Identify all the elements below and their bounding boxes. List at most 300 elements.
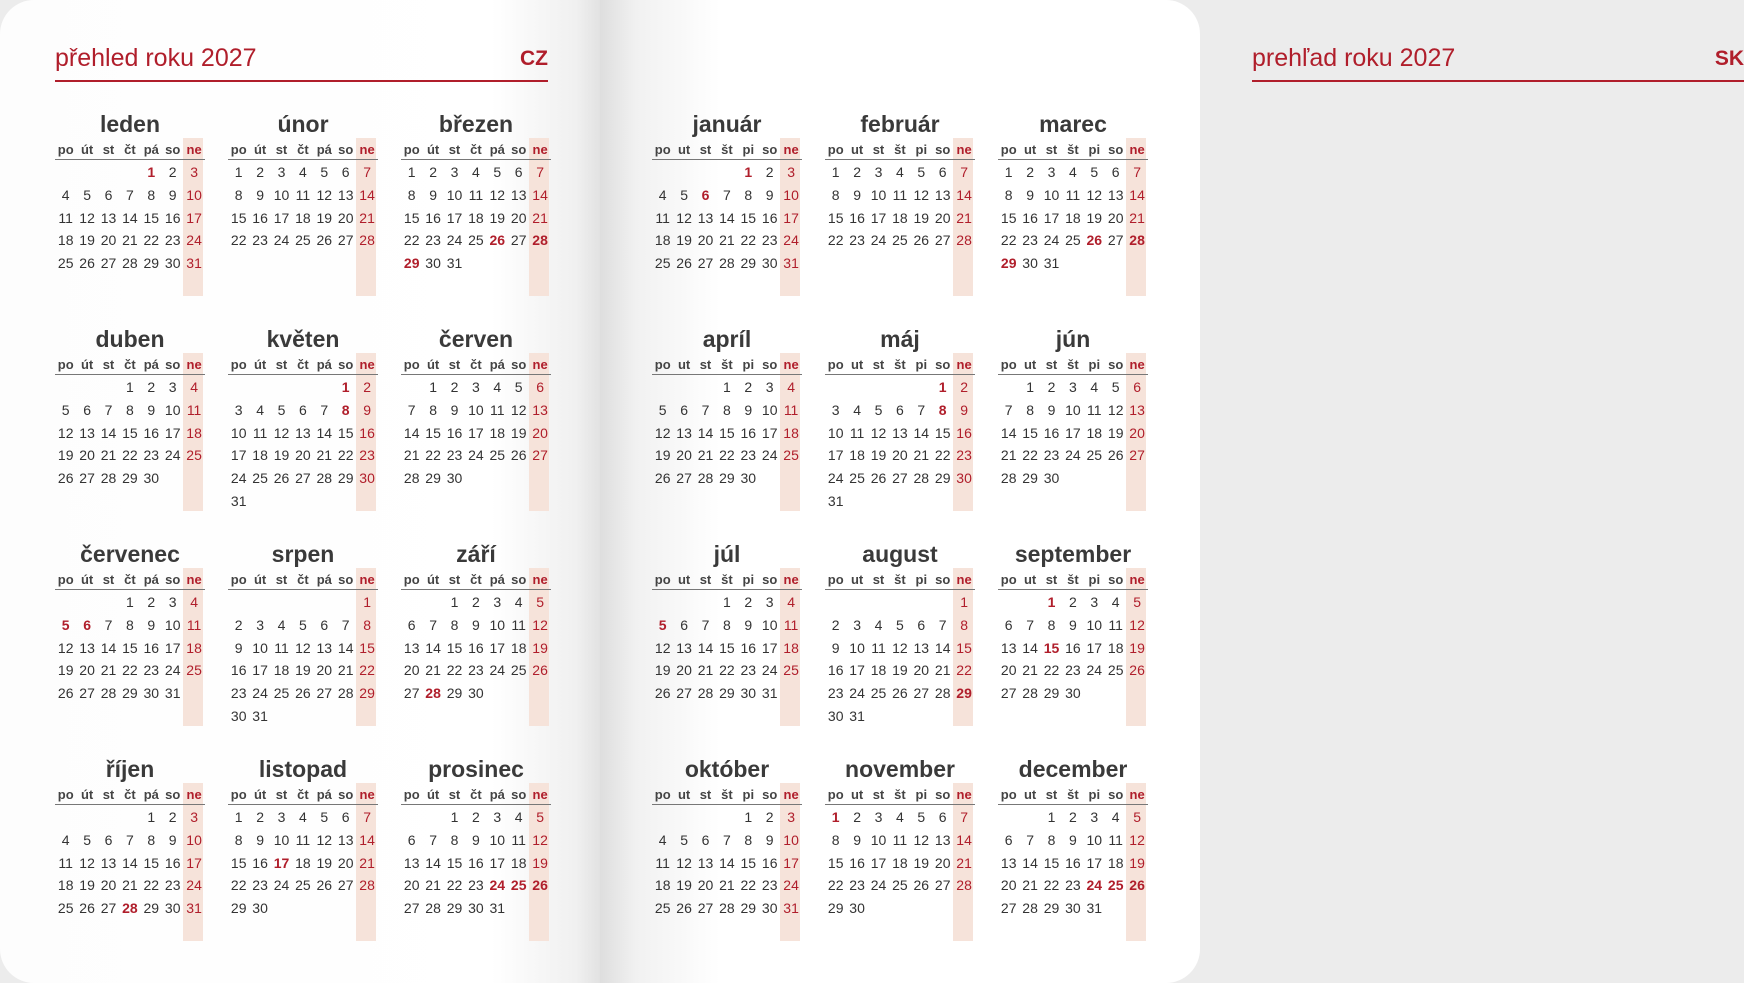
day-cell: 26 bbox=[295, 685, 311, 702]
day-cell: 4 bbox=[190, 379, 198, 395]
day-cell: 26 bbox=[870, 470, 887, 487]
day-cell: 16 bbox=[1065, 639, 1081, 656]
day-cell: 11 bbox=[892, 831, 908, 848]
day-cell: 13 bbox=[403, 639, 420, 656]
day-cell: 6 bbox=[701, 186, 710, 203]
day-cell: 9 bbox=[234, 639, 243, 656]
day-cell: 22 bbox=[740, 877, 757, 894]
day-cell: 14 bbox=[359, 831, 375, 848]
day-cell: 11 bbox=[58, 209, 73, 226]
weekday-label: st bbox=[1045, 572, 1058, 587]
day-cell: 6 bbox=[938, 164, 947, 180]
day-cell: 16 bbox=[761, 854, 778, 871]
day-cell: 28 bbox=[122, 255, 138, 272]
day-cell: 22 bbox=[446, 662, 463, 679]
day-cell: 15 bbox=[827, 209, 844, 226]
day-cell: 30 bbox=[740, 470, 757, 487]
day-cell: 13 bbox=[913, 639, 930, 656]
day-cell: 11 bbox=[468, 186, 484, 203]
day-cell: 17 bbox=[252, 662, 268, 679]
month-name: marec bbox=[1039, 111, 1107, 137]
weekday-label: št bbox=[721, 787, 733, 802]
day-cell: 25 bbox=[273, 685, 290, 702]
day-cell: 3 bbox=[493, 809, 502, 825]
day-cell: 4 bbox=[1111, 594, 1120, 610]
day-cell: 5 bbox=[680, 186, 688, 203]
month-block bbox=[401, 325, 551, 525]
day-cell: 17 bbox=[1065, 424, 1081, 441]
day-cell: 11 bbox=[892, 186, 908, 203]
day-cell: 13 bbox=[100, 854, 117, 871]
day-cell: 16 bbox=[164, 209, 181, 226]
day-cell: 3 bbox=[1047, 164, 1056, 180]
day-cell: 16 bbox=[446, 424, 463, 441]
weekday-label: st bbox=[448, 787, 461, 802]
day-cell: 1 bbox=[831, 164, 840, 180]
day-cell: 1 bbox=[234, 164, 243, 180]
page-header bbox=[55, 44, 548, 82]
day-cell: 1 bbox=[125, 379, 134, 395]
weekday-header bbox=[228, 570, 378, 590]
day-cell: 23 bbox=[164, 877, 181, 894]
weekday-label: út bbox=[253, 572, 267, 587]
day-cell: 19 bbox=[676, 877, 692, 894]
weekday-header bbox=[401, 355, 551, 375]
weekday-label: so bbox=[165, 572, 181, 587]
weekday-label: ne bbox=[359, 142, 375, 157]
day-cell: 14 bbox=[403, 424, 420, 441]
day-cell: 2 bbox=[234, 616, 243, 633]
day-cell: 12 bbox=[532, 616, 548, 633]
day-cell: 5 bbox=[917, 809, 926, 825]
day-cell: 29 bbox=[740, 900, 757, 917]
day-cell: 19 bbox=[316, 209, 333, 226]
day-cell: 7 bbox=[1133, 164, 1141, 180]
day-cell: 29 bbox=[1043, 685, 1060, 702]
day-cell: 29 bbox=[122, 685, 138, 702]
day-cell: 21 bbox=[122, 232, 138, 249]
weekday-label: po bbox=[827, 357, 844, 372]
day-cell: 8 bbox=[722, 401, 731, 418]
day-cell: 12 bbox=[316, 186, 333, 203]
day-cell: 18 bbox=[489, 424, 506, 441]
weekday-label: ut bbox=[1023, 142, 1037, 157]
day-cell: 19 bbox=[1129, 639, 1145, 656]
day-cell: 28 bbox=[425, 685, 441, 702]
day-cell: 19 bbox=[273, 447, 290, 464]
day-cell: 24 bbox=[1065, 447, 1081, 464]
weekday-label: ne bbox=[186, 142, 202, 157]
day-cell: 28 bbox=[403, 470, 420, 487]
day-cell: 16 bbox=[1043, 424, 1060, 441]
weekday-label: čt bbox=[297, 572, 309, 587]
day-cell: 21 bbox=[337, 662, 354, 679]
day-cell: 8 bbox=[831, 831, 840, 848]
month-block bbox=[652, 755, 802, 955]
day-cell: 29 bbox=[337, 470, 354, 487]
day-cell: 23 bbox=[761, 877, 778, 894]
day-cell: 7 bbox=[536, 164, 544, 180]
day-cell: 19 bbox=[892, 662, 908, 679]
month-name: júl bbox=[713, 541, 741, 567]
day-cell: 18 bbox=[1107, 854, 1124, 871]
day-cell: 17 bbox=[489, 639, 506, 656]
weekday-label: ne bbox=[532, 357, 548, 372]
day-cell: 25 bbox=[1086, 447, 1103, 464]
day-cell: 2 bbox=[363, 379, 371, 395]
day-cell: 14 bbox=[1022, 854, 1038, 871]
day-cell: 24 bbox=[186, 232, 202, 249]
weekday-label: so bbox=[762, 142, 778, 157]
weekday-label: so bbox=[935, 572, 951, 587]
day-cell: 16 bbox=[143, 424, 160, 441]
day-cell: 26 bbox=[79, 900, 95, 917]
weekday-label: ut bbox=[1023, 357, 1037, 372]
day-cell: 14 bbox=[697, 639, 714, 656]
day-cell: 26 bbox=[913, 877, 930, 894]
day-cell: 11 bbox=[871, 639, 886, 656]
day-cell: 2 bbox=[1068, 809, 1077, 825]
day-cell: 23 bbox=[143, 447, 160, 464]
day-cell: 22 bbox=[337, 447, 354, 464]
day-cell: 8 bbox=[744, 831, 753, 848]
weekday-header bbox=[825, 785, 975, 805]
day-cell: 1 bbox=[1047, 809, 1056, 825]
day-cell: 15 bbox=[230, 854, 247, 871]
day-cell: 4 bbox=[61, 831, 70, 848]
day-cell: 30 bbox=[468, 900, 484, 917]
day-cell: 13 bbox=[532, 401, 548, 418]
weekday-label: pá bbox=[489, 787, 505, 802]
day-cell: 26 bbox=[57, 685, 74, 702]
month-block bbox=[825, 540, 975, 740]
weekday-label: ut bbox=[677, 142, 691, 157]
weekday-label: ne bbox=[1129, 787, 1145, 802]
weekday-label: so bbox=[338, 142, 354, 157]
day-cell: 14 bbox=[719, 209, 735, 226]
day-cell: 14 bbox=[425, 639, 441, 656]
day-cell: 19 bbox=[654, 447, 671, 464]
day-cell: 28 bbox=[956, 877, 972, 894]
weekday-label: so bbox=[511, 357, 527, 372]
day-cell: 15 bbox=[230, 209, 247, 226]
day-cell: 4 bbox=[853, 401, 861, 418]
day-cell: 25 bbox=[295, 877, 311, 894]
day-cell: 22 bbox=[122, 447, 138, 464]
day-cell: 8 bbox=[147, 186, 156, 203]
day-cell: 25 bbox=[783, 662, 799, 679]
day-cell: 15 bbox=[1022, 424, 1038, 441]
month-block bbox=[55, 110, 205, 310]
weekday-label: ne bbox=[186, 357, 202, 372]
day-cell: 11 bbox=[655, 854, 670, 871]
day-cell: 9 bbox=[765, 831, 774, 848]
day-cell: 17 bbox=[446, 209, 463, 226]
month-name: október bbox=[684, 756, 770, 782]
day-cell: 27 bbox=[934, 232, 951, 249]
weekday-label: ut bbox=[850, 787, 864, 802]
weekday-label: út bbox=[80, 787, 94, 802]
day-cell: 8 bbox=[234, 186, 243, 203]
weekday-header bbox=[55, 355, 205, 375]
day-cell: 28 bbox=[337, 685, 354, 702]
day-cell: 21 bbox=[532, 209, 548, 226]
day-cell: 16 bbox=[143, 639, 160, 656]
weekday-label: čt bbox=[124, 787, 136, 802]
day-cell: 20 bbox=[79, 662, 95, 679]
day-cell: 17 bbox=[273, 854, 290, 871]
day-cell: 10 bbox=[827, 424, 844, 441]
day-cell: 22 bbox=[359, 662, 375, 679]
day-cell: 24 bbox=[273, 877, 290, 894]
day-cell: 9 bbox=[853, 831, 861, 848]
day-cell: 20 bbox=[913, 662, 930, 679]
weekday-label: pá bbox=[489, 357, 505, 372]
weekday-label: st bbox=[275, 142, 288, 157]
day-cell: 1 bbox=[429, 379, 437, 395]
day-cell: 28 bbox=[697, 470, 714, 487]
day-cell: 31 bbox=[783, 900, 799, 917]
day-cell: 27 bbox=[337, 232, 354, 249]
day-cell: 10 bbox=[761, 616, 778, 633]
day-cell: 17 bbox=[489, 854, 506, 871]
day-cell: 30 bbox=[143, 470, 160, 487]
day-cell: 22 bbox=[956, 662, 972, 679]
day-cell: 5 bbox=[514, 379, 523, 395]
day-cell: 4 bbox=[787, 594, 795, 610]
weekday-label: pá bbox=[143, 142, 159, 157]
day-cell: 21 bbox=[425, 877, 441, 894]
day-cell: 10 bbox=[783, 186, 799, 203]
weekday-label: pi bbox=[742, 357, 755, 372]
day-cell: 9 bbox=[765, 186, 774, 203]
day-cell: 22 bbox=[740, 232, 757, 249]
day-cell: 21 bbox=[100, 662, 117, 679]
day-cell: 29 bbox=[934, 470, 951, 487]
day-cell: 4 bbox=[895, 164, 904, 180]
weekday-header bbox=[652, 785, 802, 805]
weekday-label: pi bbox=[915, 787, 928, 802]
day-cell: 27 bbox=[532, 447, 548, 464]
day-cell: 2 bbox=[744, 379, 753, 395]
day-cell: 15 bbox=[122, 639, 138, 656]
weekday-label: št bbox=[721, 572, 733, 587]
day-cell: 18 bbox=[295, 854, 311, 871]
day-cell: 17 bbox=[186, 854, 202, 871]
day-cell: 5 bbox=[61, 401, 70, 418]
weekday-label: čt bbox=[297, 142, 309, 157]
day-cell: 12 bbox=[1129, 616, 1145, 633]
weekday-header bbox=[998, 355, 1148, 375]
day-cell: 29 bbox=[122, 470, 138, 487]
day-cell: 5 bbox=[298, 616, 307, 633]
day-cell: 24 bbox=[849, 685, 865, 702]
day-cell: 15 bbox=[143, 209, 160, 226]
day-cell: 20 bbox=[100, 232, 117, 249]
day-cell: 24 bbox=[489, 662, 506, 679]
weekday-label: čt bbox=[297, 357, 309, 372]
day-cell: 14 bbox=[956, 831, 972, 848]
day-cell: 9 bbox=[168, 186, 177, 203]
day-cell: 19 bbox=[1107, 424, 1124, 441]
day-cell: 31 bbox=[230, 493, 247, 509]
weekday-label: so bbox=[511, 142, 527, 157]
weekday-label: po bbox=[403, 572, 420, 587]
day-cell: 2 bbox=[147, 379, 156, 395]
weekday-label: st bbox=[1045, 142, 1058, 157]
day-cell: 30 bbox=[164, 900, 181, 917]
day-cell: 11 bbox=[252, 424, 268, 441]
day-cell: 13 bbox=[676, 424, 692, 441]
weekday-label: čt bbox=[470, 572, 482, 587]
day-cell: 1 bbox=[1047, 594, 1056, 610]
day-cell: 18 bbox=[186, 639, 202, 656]
weekday-label: ne bbox=[186, 572, 202, 587]
weekday-label: st bbox=[872, 787, 885, 802]
day-cell: 19 bbox=[79, 232, 95, 249]
day-cell: 23 bbox=[956, 447, 972, 464]
day-cell: 4 bbox=[895, 809, 904, 825]
day-cell: 5 bbox=[1111, 379, 1120, 395]
day-cell: 26 bbox=[1129, 662, 1145, 679]
day-cell: 11 bbox=[490, 401, 505, 418]
day-cell: 25 bbox=[654, 900, 671, 917]
day-cell: 1 bbox=[450, 594, 459, 610]
day-cell: 14 bbox=[956, 186, 972, 203]
weekday-header bbox=[55, 785, 205, 805]
day-cell: 11 bbox=[295, 831, 311, 848]
day-cell: 30 bbox=[1065, 900, 1081, 917]
day-cell: 28 bbox=[359, 232, 375, 249]
day-cell: 24 bbox=[783, 877, 799, 894]
day-cell: 12 bbox=[510, 401, 527, 418]
day-cell: 18 bbox=[654, 232, 671, 249]
day-cell: 1 bbox=[960, 594, 968, 610]
day-cell: 6 bbox=[917, 616, 926, 633]
day-cell: 19 bbox=[870, 447, 887, 464]
day-cell: 4 bbox=[1111, 809, 1120, 825]
day-cell: 31 bbox=[783, 255, 799, 272]
day-cell: 19 bbox=[57, 662, 74, 679]
day-cell: 16 bbox=[468, 639, 484, 656]
day-cell: 20 bbox=[676, 447, 692, 464]
day-cell: 14 bbox=[122, 854, 138, 871]
day-cell: 11 bbox=[1087, 401, 1102, 418]
day-cell: 10 bbox=[446, 186, 463, 203]
day-cell: 22 bbox=[1022, 447, 1038, 464]
month-block bbox=[825, 110, 975, 310]
day-cell: 12 bbox=[913, 831, 930, 848]
day-cell: 30 bbox=[230, 708, 247, 724]
day-cell: 30 bbox=[849, 900, 865, 917]
day-cell: 29 bbox=[446, 685, 463, 702]
day-cell: 2 bbox=[429, 164, 437, 180]
weekday-header bbox=[55, 140, 205, 160]
day-cell: 29 bbox=[1043, 900, 1060, 917]
weekday-label: po bbox=[57, 142, 74, 157]
day-cell: 5 bbox=[658, 616, 667, 633]
month-block bbox=[55, 540, 205, 740]
day-cell: 28 bbox=[934, 685, 951, 702]
month-block bbox=[652, 325, 802, 525]
weekday-label: po bbox=[230, 787, 247, 802]
weekday-label: st bbox=[448, 572, 461, 587]
month-block bbox=[401, 755, 551, 955]
weekday-label: po bbox=[230, 572, 247, 587]
day-cell: 14 bbox=[100, 639, 117, 656]
day-cell: 16 bbox=[956, 424, 972, 441]
weekday-header bbox=[998, 140, 1148, 160]
month-name: leden bbox=[99, 111, 161, 137]
day-cell: 18 bbox=[892, 209, 908, 226]
day-cell: 4 bbox=[658, 831, 667, 848]
day-cell: 31 bbox=[186, 900, 202, 917]
day-cell: 13 bbox=[676, 639, 692, 656]
weekday-label: pá bbox=[316, 787, 332, 802]
day-cell: 3 bbox=[1090, 594, 1099, 610]
weekday-label: út bbox=[253, 787, 267, 802]
page-title: přehled roku 2027 bbox=[55, 44, 257, 72]
day-cell: 14 bbox=[913, 424, 930, 441]
day-cell: 2 bbox=[256, 809, 264, 825]
day-cell: 2 bbox=[1068, 594, 1077, 610]
weekday-label: po bbox=[1000, 357, 1017, 372]
day-cell: 16 bbox=[849, 854, 865, 871]
day-cell: 5 bbox=[895, 616, 904, 633]
page-header bbox=[1252, 44, 1744, 82]
month-name: február bbox=[860, 111, 940, 137]
weekday-label: ut bbox=[677, 357, 691, 372]
day-cell: 17 bbox=[761, 639, 778, 656]
day-cell: 16 bbox=[359, 424, 375, 441]
day-cell: 10 bbox=[1043, 186, 1060, 203]
day-cell: 13 bbox=[337, 831, 354, 848]
day-cell: 31 bbox=[164, 685, 181, 702]
day-cell: 13 bbox=[100, 209, 117, 226]
day-cell: 24 bbox=[489, 877, 506, 894]
weekday-label: so bbox=[1108, 787, 1124, 802]
weekday-label: út bbox=[253, 142, 267, 157]
day-cell: 11 bbox=[58, 854, 73, 871]
day-cell: 28 bbox=[1000, 470, 1017, 487]
day-cell: 15 bbox=[122, 424, 138, 441]
day-cell: 16 bbox=[252, 854, 268, 871]
day-cell: 10 bbox=[489, 616, 506, 633]
day-cell: 12 bbox=[295, 639, 311, 656]
day-cell: 9 bbox=[1047, 401, 1056, 418]
month-block bbox=[228, 755, 378, 955]
day-cell: 13 bbox=[337, 186, 354, 203]
day-cell: 13 bbox=[403, 854, 420, 871]
day-cell: 9 bbox=[831, 639, 840, 656]
day-cell: 15 bbox=[403, 209, 420, 226]
day-cell: 21 bbox=[956, 209, 972, 226]
month-name: apríl bbox=[702, 326, 752, 352]
day-cell: 21 bbox=[719, 877, 735, 894]
day-cell: 27 bbox=[1000, 900, 1017, 917]
day-cell: 14 bbox=[1022, 639, 1038, 656]
weekday-label: pá bbox=[143, 572, 159, 587]
weekday-label: ne bbox=[956, 357, 972, 372]
weekday-label: so bbox=[338, 357, 354, 372]
day-cell: 11 bbox=[1108, 831, 1123, 848]
day-cell: 30 bbox=[1022, 255, 1038, 272]
page-sk bbox=[600, 0, 1744, 983]
day-cell: 17 bbox=[1086, 639, 1103, 656]
day-cell: 3 bbox=[277, 809, 286, 825]
weekday-label: po bbox=[230, 142, 247, 157]
weekday-label: pi bbox=[1088, 357, 1101, 372]
